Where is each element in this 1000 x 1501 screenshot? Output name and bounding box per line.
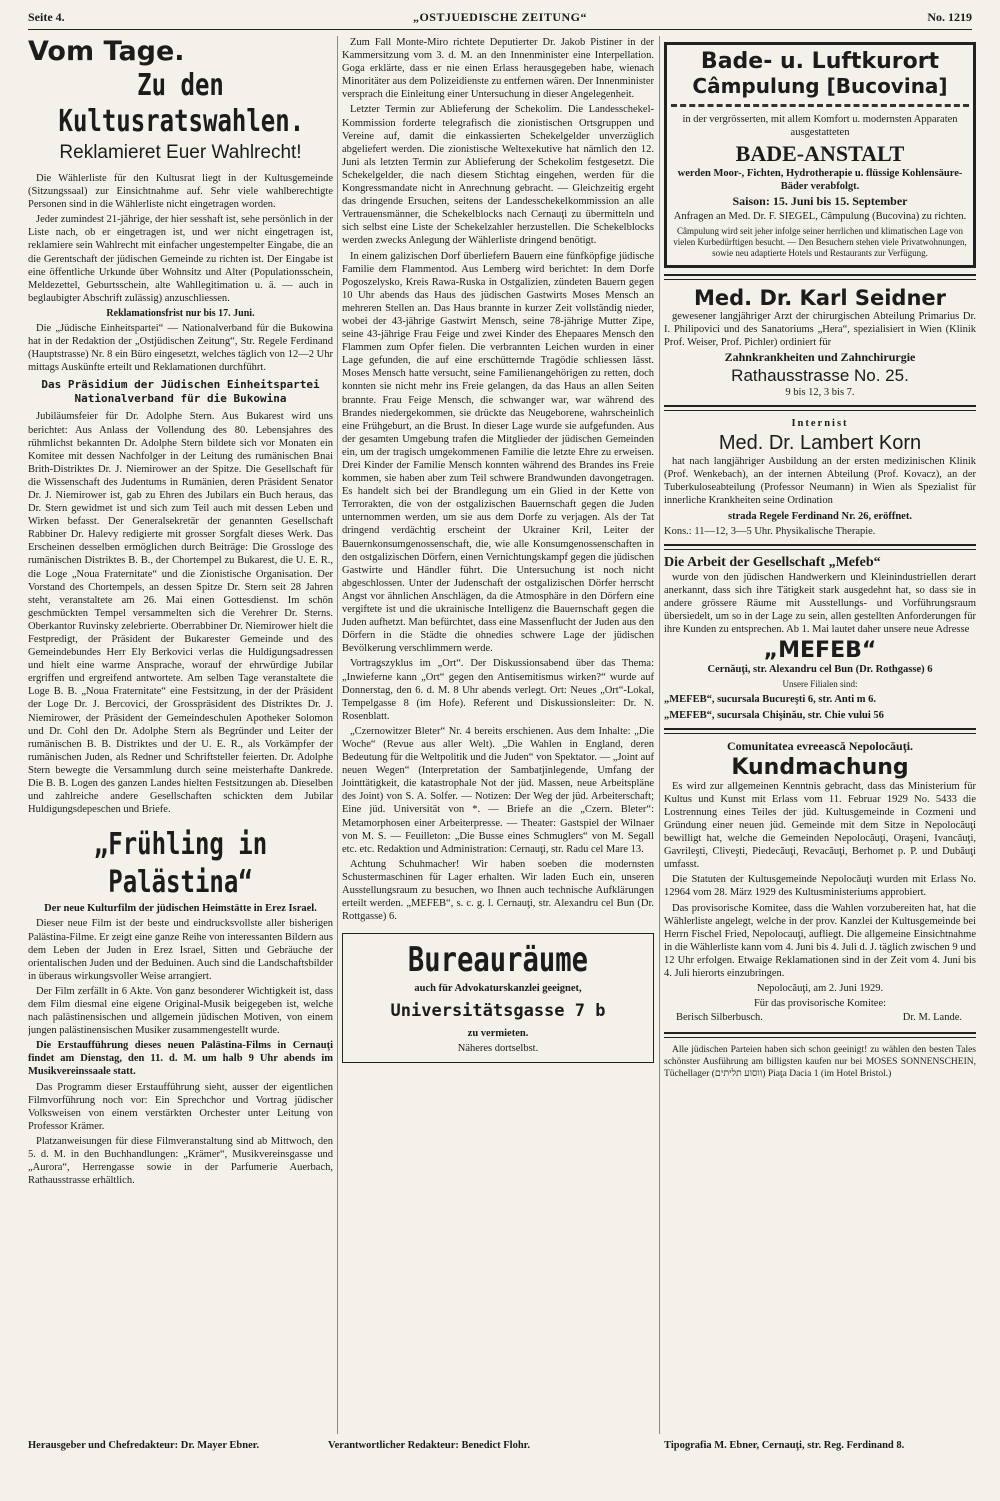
- kundmachung-signatures: [664, 1012, 976, 1026]
- signature: Berisch Silberbusch.: [676, 1012, 763, 1024]
- masthead: „OSTJUEDISCHE ZEITUNG“: [412, 10, 588, 24]
- ad-mefeb-address: Cernăuţi, str. Alexandru cel Bun (Dr. Rothgasse) 6: [707, 664, 933, 676]
- ad-sonnenschein: Alle jüdischen Parteien haben sich schon geeinigt! zu wählen den besten Tales schönster Ausführung am billigsten kaufen nur bei MOSES SONNENSCHEIN, Tüchellager (ווסוע תליתים) Piaţa Dacia 1 (im Hotel Bristol.): [664, 1045, 976, 1080]
- ad-bade-note: Câmpulung wird seit jeher infolge seiner herrlichen und klimatischen Lage von vielen Kurbedürftigen besucht. — Den Besuchern stehen viele Privatwohnungen, sowie neu adaptierte Hotels und Restaurants zur Verfügung.: [673, 225, 967, 258]
- ad-seidner-address: Rathausstrasse No. 25.: [731, 365, 909, 385]
- ad-sub: auch für Advokaturskanzlei geeignet,: [414, 983, 582, 995]
- signature: Dr. M. Lande.: [902, 1012, 962, 1024]
- article-paragraph: Jeder zumindest 21-jährige, der hier sesshaft ist, sehe persönlich in der Liste nach, ob er eingetragen ist, und wer nicht eingetragen ist, reklamiere sein Wahlrecht mit einfacher ungestempelter Eingabe, die an die Gerentschaft der jüdischen Gemeinde zu richten ist. Der Eingabe ist eine öffentliche Urkunde über Wohnsitz und Alter (Populationsschein, Meldezettel, Geburtsschein, alte Wahllegitimation u. ä. — auch in beglaubigter Abschrift zulässig) anzuschliessen.: [28, 214, 333, 304]
- kundmachung-date: Nepolocăuţi, am 2. Juni 1929.: [756, 983, 884, 995]
- ad-more: Näheres dortselbst.: [457, 1043, 539, 1055]
- article-paragraph: Das Programm dieser Erstaufführung sieht, ausser der eigentlichen Filmvorführung noch vor: Ein Sprechchor und Vortrag jüdischer Volksweisen von einem verstärkten Orchester unter Leitung von Professor Krämer.: [28, 1081, 333, 1132]
- ad-bade-werden: werden Moor-, Fichten, Hydrotherapie u. flüssige Kohlensäure-Bäder verabfolgt.: [677, 168, 963, 193]
- ad-seidner-hours: 9 bis 12, 3 bis 7.: [785, 386, 855, 398]
- ad-seidner-name: Med. Dr. Karl Seidner: [694, 285, 946, 310]
- article-paragraph: Dieser neue Film ist der beste und eindrucksvollste aller bisherigen Palästina-Filme. Er zeigt eine ganze Reihe von interessanten Bildern aus dem Leben der Juden in Erez Israel, Sitten und Gebräuche der orientalischen Juden und der Beduinen. Auch sind die Landschaftsbilder in überaus wirkungsvoller Weise arrangiert.: [28, 918, 333, 982]
- ad-mefeb-filialen: Unsere Filialen sind:: [782, 679, 858, 690]
- ad-mefeb-text: wurde von den jüdischen Handwerkern und Kleinindustriellen derart anerkannt, dass sich ihre Tätigkeit stark ausgedehnt hat, so dass sie in andere grössere Räume mit Ausstellungs- und Vorführungsraum übersiedelt, um so in der Lage zu sein, allen gestellten Anforderungen für ihre Kunden zu entsprechen. Ab 1. Mai lautet daher unsere neue Adresse: [664, 571, 976, 636]
- ad-korn-name: Med. Dr. Lambert Korn: [718, 432, 922, 455]
- ad-rent: zu vermieten.: [467, 1028, 529, 1040]
- ad-address: Universitätsgasse 7 b: [390, 1001, 606, 1022]
- article-monte-miro: Zum Fall Monte-Miro richtete Deputierter Dr. Jakob Pistiner in der Kammersitzung vom 3. d. M. an den Innenminister eine Interpellation. Goga erklärte, dass er nie einen Erlass herausgegeben habe, wienach Minoritäter aus dem Polizeidienste zu entfernen wären. Der Innenminister versprach die Einleitung einer Untersuchung in dieser Angelegenheit.: [342, 37, 654, 101]
- ad-bade-anstalt: BADE-ANSTALT: [735, 141, 905, 167]
- ad-title-bureauraeume: Bureauräume: [407, 940, 589, 981]
- ad-bade-saison: Saison: 15. Juni bis 15. September: [732, 194, 908, 209]
- divider: [664, 405, 976, 411]
- ad-bade-kurort: [664, 42, 976, 268]
- divider: [664, 544, 976, 550]
- reklamationsfrist: Reklamationsfrist nur bis 17. Juni.: [106, 307, 255, 319]
- page-number: Seite 4.: [28, 10, 65, 24]
- column-divider: [659, 36, 660, 1434]
- ad-korn-address: strada Regele Ferdinand Nr. 26, eröffnet.: [728, 510, 912, 522]
- footer-responsible: Verantwortlicher Redakteur: Benedict Flohr.: [328, 1440, 531, 1451]
- ad-korn-hours: Kons.: 11—12, 3—5 Uhr. Physikalische Therapie.: [664, 525, 876, 537]
- headline-fruehling: „Frühling in Palästina“: [93, 827, 268, 901]
- ad-mefeb-head: Die Arbeit der Gesellschaft „Mefeb“: [664, 554, 881, 570]
- ad-bade-anfragen: Anfragen an Med. Dr. F. SIEGEL, Câmpulung (Bucovina) zu richten.: [673, 211, 967, 223]
- ad-bade-title: Bade- u. Luftkurort: [700, 49, 940, 74]
- column-middle: [342, 36, 654, 1434]
- kundmachung-for: Für das provisorische Komitee:: [753, 998, 887, 1010]
- ad-seidner-text: gewesener langjähriger Arzt der chirurgischen Abteilung Primarius Dr. I. Philipovici und des Sanatoriums „Hera“, spezialisiert in Wien (Klinik Prof. Weiser, Prof. Pichler) ordiniert für: [664, 310, 976, 348]
- subheadline-kulturfilm: Der neue Kulturfilm der jüdischen Heimstätte in Erez Israel.: [44, 903, 317, 915]
- ad-bureauraeume: [342, 933, 654, 1062]
- ad-seidner-spec: Zahnkrankheiten und Zahnchirurgie: [724, 349, 916, 364]
- ad-mefeb-name: „MEFEB“: [763, 638, 877, 664]
- article-paragraph: Platzanweisungen für diese Filmveranstaltung sind ab Mittwoch, den 5. d. M. in den Buchhandlungen: „Krämer“, Musikvereinsgasse und „Aurora“, Herrengasse sowie in der Parfumerie Auerbach, Rathausstrasse erhältlich.: [28, 1135, 333, 1187]
- signature-praesidium: Das Präsidium der Jüdischen Einheitspartei Nationalverband für die Bukowina: [41, 378, 320, 406]
- subheadline-wahlrecht: Reklamieret Euer Wahlrecht!: [59, 142, 302, 163]
- column-divider: [337, 36, 338, 1434]
- article-galizien: In einem galizischen Dorf überliefern Bauern eine fünfköpfige jüdische Familie dem Flammentod. Aus Lemberg wird berichtet: In dem Dorfe Pogoszelysko, Kreis Rawa-Ruska in Ostgalizien, zündeten Bauern gegen 10 Uhr abends das Haus des jüdischen Gastwirts Moses Mensch an mehreren Stellen an. Das Haus brannte in kurzer Zeit vollständig nieder, wobei der 43-jährige Gastwirt Mensch, seine 78-jährige Mutter Zipe, seine 43-jährige Frau Feige und zwei Kinder des Ehepaares Mensch den Flammen zum Opfer fielen. Die verbrannten Leichen wurden in einer Lage gefunden, die auf eine erschütternde Tragödie schliessen lässt. Moses Mensch hatte versucht, seine Familienangehörigen zu retten, doch konnten sie nicht mehr ins Freie gelangen, da das Haus an allen Seiten brannte. Frau Feige Mensch, die schwanger war, war während des Brandes niedergekommen, sie drückte das Neugeborene, wahrscheinlich eine Frühgeburt, an die Brust. In dieser Lage wurde sie aufgefunden. Aus der gesamten Umgebung trafen die Mitglieder der jüdischen Gemeinden ein, um der tragisch umgekommenen Familie die letzte Ehre zu erweisen. Drei Kinder der Familie Mensch konnten während des Brandes ins Freie kommen, sie haben aber zum Teil schwere Brandwunden davongetragen. Es handelt sich bei der Brandlegung um ein Glied in der Kette von Terrorakten, die von der ostgalizischen Bauernschaft gegen die Juden unternommen werden, um sie aus dem Dorfe zu verjagen. Als der Tat dringend verdächtig erscheint der Ukrainer Kril, Leiter der Bauernkonsumgenossenschaft, die, wie alle Konsumgenossenschaften in den ostgalizischen Dörfern, einen Vernichtungskampf gegen die jüdischen Gastwirte und Händler führt. Die Untersuchung ist noch nicht abgeschlossen. Unter der Judenschaft der ostgalizischen Dörfer herrscht Angst vor ähnlichen Anschlägen, da die Atmosphäre in den Dörfern eine vergiftete ist und die ukrainische Intelligenz die Bauernschaft gegen die Juden aufhetzt. Man befürchtet, dass eine Massenflucht der Juden aus den Dörfern in die Städte die ohnedies schwere Lage der jüdischen Bevölkerung verschlimmern werde.: [342, 250, 654, 655]
- column-right: [664, 36, 976, 1434]
- divider: [671, 104, 969, 107]
- article-schuhmacher: Achtung Schuhmacher! Wir haben soeben die modernsten Schustermaschinen für Lager erhalten. Wir laden Euch ein, unseren Ausstellungsraum zu besuchen, wo Ihnen auch technische Aufklärungen erteilt werden. „MEFEB“, s. c. g. l. Cernauţi, str. Alexandru cel Bun (Dr. Rottgasse) 6.: [342, 858, 654, 923]
- article-paragraph: Die Wählerliste für den Kultusrat liegt in der Kultusgemeinde (Sitzungssaal) zur Einsichtnahme auf. Sehr viele wahlberechtigte Personen sind in die Wählerliste nicht eingetragen worden.: [28, 173, 333, 211]
- divider: [664, 274, 976, 280]
- divider: [664, 1032, 976, 1038]
- divider: [664, 728, 976, 734]
- article-paragraph: Die „Jüdische Einheitspartei“ — Nationalverband für die Bukowina hat in der Redaktion der „Ostjüdischen Zeitung“, Str. Regele Ferdinand (Hauptstrasse) Nr. 8 ein Büro eingesetzt, welches täglich von 12—2 Uhr mittags Auskünfte erteilt und Reklamationen durchführt.: [28, 323, 333, 374]
- ad-korn-label: Internist: [791, 418, 849, 430]
- article-czernowitzer-bleter: „Czernowitzer Bleter“ Nr. 4 bereits erschienen. Aus dem Inhalte: „Die Woche“ (Revue aus aller Welt). „Die Wahlen in England, deren Bedeutung für die Weltpolitik und die Juden“ von Spektator. — „Joint auf neuen Wegen“ (Interpretation der Sambatjinlegende, Umfang der Jointtätigkeit, die katastrophale Not der jüd. Massen, neue Arbeitspläne des Joint) von S. A. Solfer. — Notizen: Der Weg der jüd. Arbeiterschaft; Eine jüd. Universität von *. — Briefe an die „Czern. Bleter“: Metamorphosen einer Arbeiterpresse. — Theater: Gastspiel der Wilnaer von M. S. — Feuilleton: „Die Busse eines Schmuglers“ von M. Segall etc. etc. Redaktion und Administration: Cernauţi, str. Radu cel Mare 13.: [342, 725, 654, 855]
- header-rule: [28, 29, 972, 30]
- kundmachung-paragraph: Das provisorische Komitee, dass die Wahlen vorzubereiten hat, hat die Wählerliste angelegt, welche in der prov. Kanzlei der Kultusgemeinde bei Herrn Fischel Fried, Nepolocauţi, aufliegt. Die allgemeine Einsichtnahme in die Wählerliste kann vom 4. Juni bis 4. Juli d. J. täglich zwischen 9 und 12 Uhr erfolgen. Etwaige Reklamationen sind in der Zeit vom 4. Juni bis 4. Juli hierorts einzubringen.: [664, 902, 976, 980]
- headline-kultusratswahlen: Zu den Kultusratswahlen.: [58, 68, 305, 139]
- kundmachung-paragraph: Es wird zur allgemeinen Kenntnis gebracht, dass das Ministerium für Kultus und Kunst mit Erlass vom 11. Februar 1929 No. 5433 die Lostrennung eines Teiles der jüd. Kultusgemeinde in Cozmeni und Gründung einer neuen jüd. Gemeinde mit dem Sitze in Nepolocăuţi bewilligt hat, welche die Gemeinden Nepolocăuţi, Oraşeni, Ivancăuţi, Gavrileşti, Cliveşti, Piedecăuţi, Revacăuţi, Berhomet p. P. und Dubăuţi umfasst.: [664, 780, 976, 871]
- article-schekolim: Letzter Termin zur Ablieferung der Schekolim. Die Landesschekel-Kommission forderte telegrafisch die zionistischen Ortsgruppen und Vereine auf, damit die einkassierten Schekelgelder unverzüglich abgeliefert werden. Die zionistische Weltexekutive hat nämlich den 12. Juni als letzten Termin zur Ablieferung der Schekolim festgesetzt. Die Schekelgelder, die nach diesem Stichtag eingehen, werden für die Kongressmandate nicht in Anrechnung gebracht. — Gleichzeitig ergeht das dringende Ersuchen, seitens der Landesschekelkommission an alle Vertrauensmänner, die Schekelblocks nach Cernauţi zu übermitteln und sich selbst eine Liste der Schekelzahler herzustellen. Die Schekelblocks werden zwecks Anlegung der Wählerliste dringend benötigt.: [342, 104, 654, 247]
- article-paragraph: Die Erstaufführung dieses neuen Palästina-Films in Cernauţi findet am Dienstag, den 11. d. M. um halb 9 Uhr abends im Musikvereinssaale statt.: [28, 1040, 333, 1078]
- section-title-vom-tage: Vom Tage.: [28, 36, 185, 67]
- kundmachung-title: Kundmachung: [731, 754, 909, 780]
- kundmachung-paragraph: Die Statuten der Kultusgemeinde Nepolocăuţi wurden mit Erlass No. 12964 vom 28. März 1929 des Kultusministeriums approbiert.: [664, 874, 976, 899]
- footer-editor: Herausgeber und Chefredakteur: Dr. Mayer Ebner.: [28, 1440, 260, 1451]
- ad-korn-text: hat nach langjähriger Ausbildung an der ersten medizinischen Klinik (Prof. Wenkebach), an der internen Abteilung (Prof. Kovacz), an der Tuberkuloseabteilung (Professor Neumann) in Wien als Spezialist für innerliche Krankheiten seine Ordination: [664, 456, 976, 507]
- ad-mefeb-branch: „MEFEB“, sucursala Bucureşti 6, str. Anti m 6.: [664, 694, 877, 706]
- article-paragraph: Der Film zerfällt in 6 Akte. Von ganz besonderer Wichtigkeit ist, dass dem Film diesmal eine eigene Original-Musik beigegeben ist, welche nach palästinensischen und allgemein jüdischen Motiven, von einem jungen palästinensischen Musiker zusammengestellt wurde.: [28, 985, 333, 1037]
- ad-mefeb-branch: „MEFEB“, sucursala Chişinău, str. Chie vului 56: [664, 709, 884, 721]
- nepolocauti-head: Comunitatea evreească Nepolocăuţi.: [726, 738, 914, 753]
- article-vortragszyklus: Vortragszyklus im „Ort“. Der Diskussionsabend über das Thema: „Inwieferne kann „Ort“ gegen den Antisemitismus wirken?“ wurde auf Donnerstag, den 6. d. M. 8 Uhr abends verlegt. Ort: Neues „Ort“-Lokal, Tempelgasse 8 (im Hofe). Referent und Diskussionsleiter: Dr. N. Rosenblatt.: [342, 658, 654, 722]
- ad-bade-intro: in der vergrösserten, mit allem Komfort u. modernsten Apparaten ausgestatteten: [682, 114, 958, 139]
- issue-number: No. 1219: [927, 10, 972, 24]
- article-jubilaeum: Jubiläumsfeier für Dr. Adolphe Stern. Aus Bukarest wird uns berichtet: Aus Anlass der Vollendung des 80. Lebensjahres des rühmlichst bekannten Dr. Adolphe Stern bildete sich vor Monaten ein Komitee mit dessen Nachfolger in der Leitung des rumänischen Bnai Brith-Distriktes Dr. J. Niemirower an der Spitze. Die Gesellschaft für die Wissenschaft des Judentums in Rumänien, deren Präsident Senator Dr. J. Niemirower ist, gab zu Ehren des Jubilars ein Buch heraus, das Dr. Stern gewidmet ist und sich zum Teil auch mit dessen Leben und Wirken befasst. Der Generalsekretär der genannten Gesellschaft Rabbiner Dr. Halevy redigierte mit grosser Sorgfalt dieses Werk. Das Erscheinen desselben ermöglichen durch Beiträge: Die Grossloge des rumänischen Distriktes B. B., der Chortempel zu Bukarest, die U. E. R., die Loge „Noua Fraternitate“ und die Zionistische Organisation. Der Vorstand des Chortempels, an dessen Spitze Dr. Stern seit 28 Jahren steht, veranstaltete am 26. Mai einen Gottesdienst. Im schön geschmückten Tempel versammelten sich die Verehrer Dr. Sterns. Oberkantor Ruvinsky zelebrierte. Oberrabbiner Dr. Niemirower hielt die Festpredigt, der Präsident der Bukarester Gemeinde und des Gemeindebundes Herr Ely Berkovici verlas die Huldigungsadressen und hielt eine warme Ansprache, worauf der ehrwürdige Jubilar ergriffen und ergreifend antwortete. Am selben Tage veranstaltete die Loge B. B. „Noua Fraternitate“ eine Festsitzung, in der der Präsident der Loge Dr. J. Bercovici, der Grosspräsident des Distriktes Dr. J. Niemirower, der Präsident der Gemeindeschulen Apotheker Solomon und Dr. Cohl den Dr. Adolphe Stern als Begründer und Leiter der rumänischen B. B. Distriktes und der U. E. R., als Vorkämpfer der rumänischen Juden, als Redner und Schriftsteller feierten. Dr. Adolphe Stern bewegte die Versammlung durch seine meisterhafte Dankrede. Die B. B. Logen des ganzen Landes hielten Festsitzungen ab. Dieselben und zahlreiche andere Gesellschaften schickten dem Jubilar Huldigungsdepeschen und Briefe.: [28, 411, 333, 816]
- ad-bade-place: Câmpulung [Bucovina]: [692, 74, 948, 98]
- footer-printer: Tipografia M. Ebner, Cernauţi, str. Reg. Ferdinand 8.: [664, 1440, 905, 1451]
- column-left: [28, 36, 333, 1434]
